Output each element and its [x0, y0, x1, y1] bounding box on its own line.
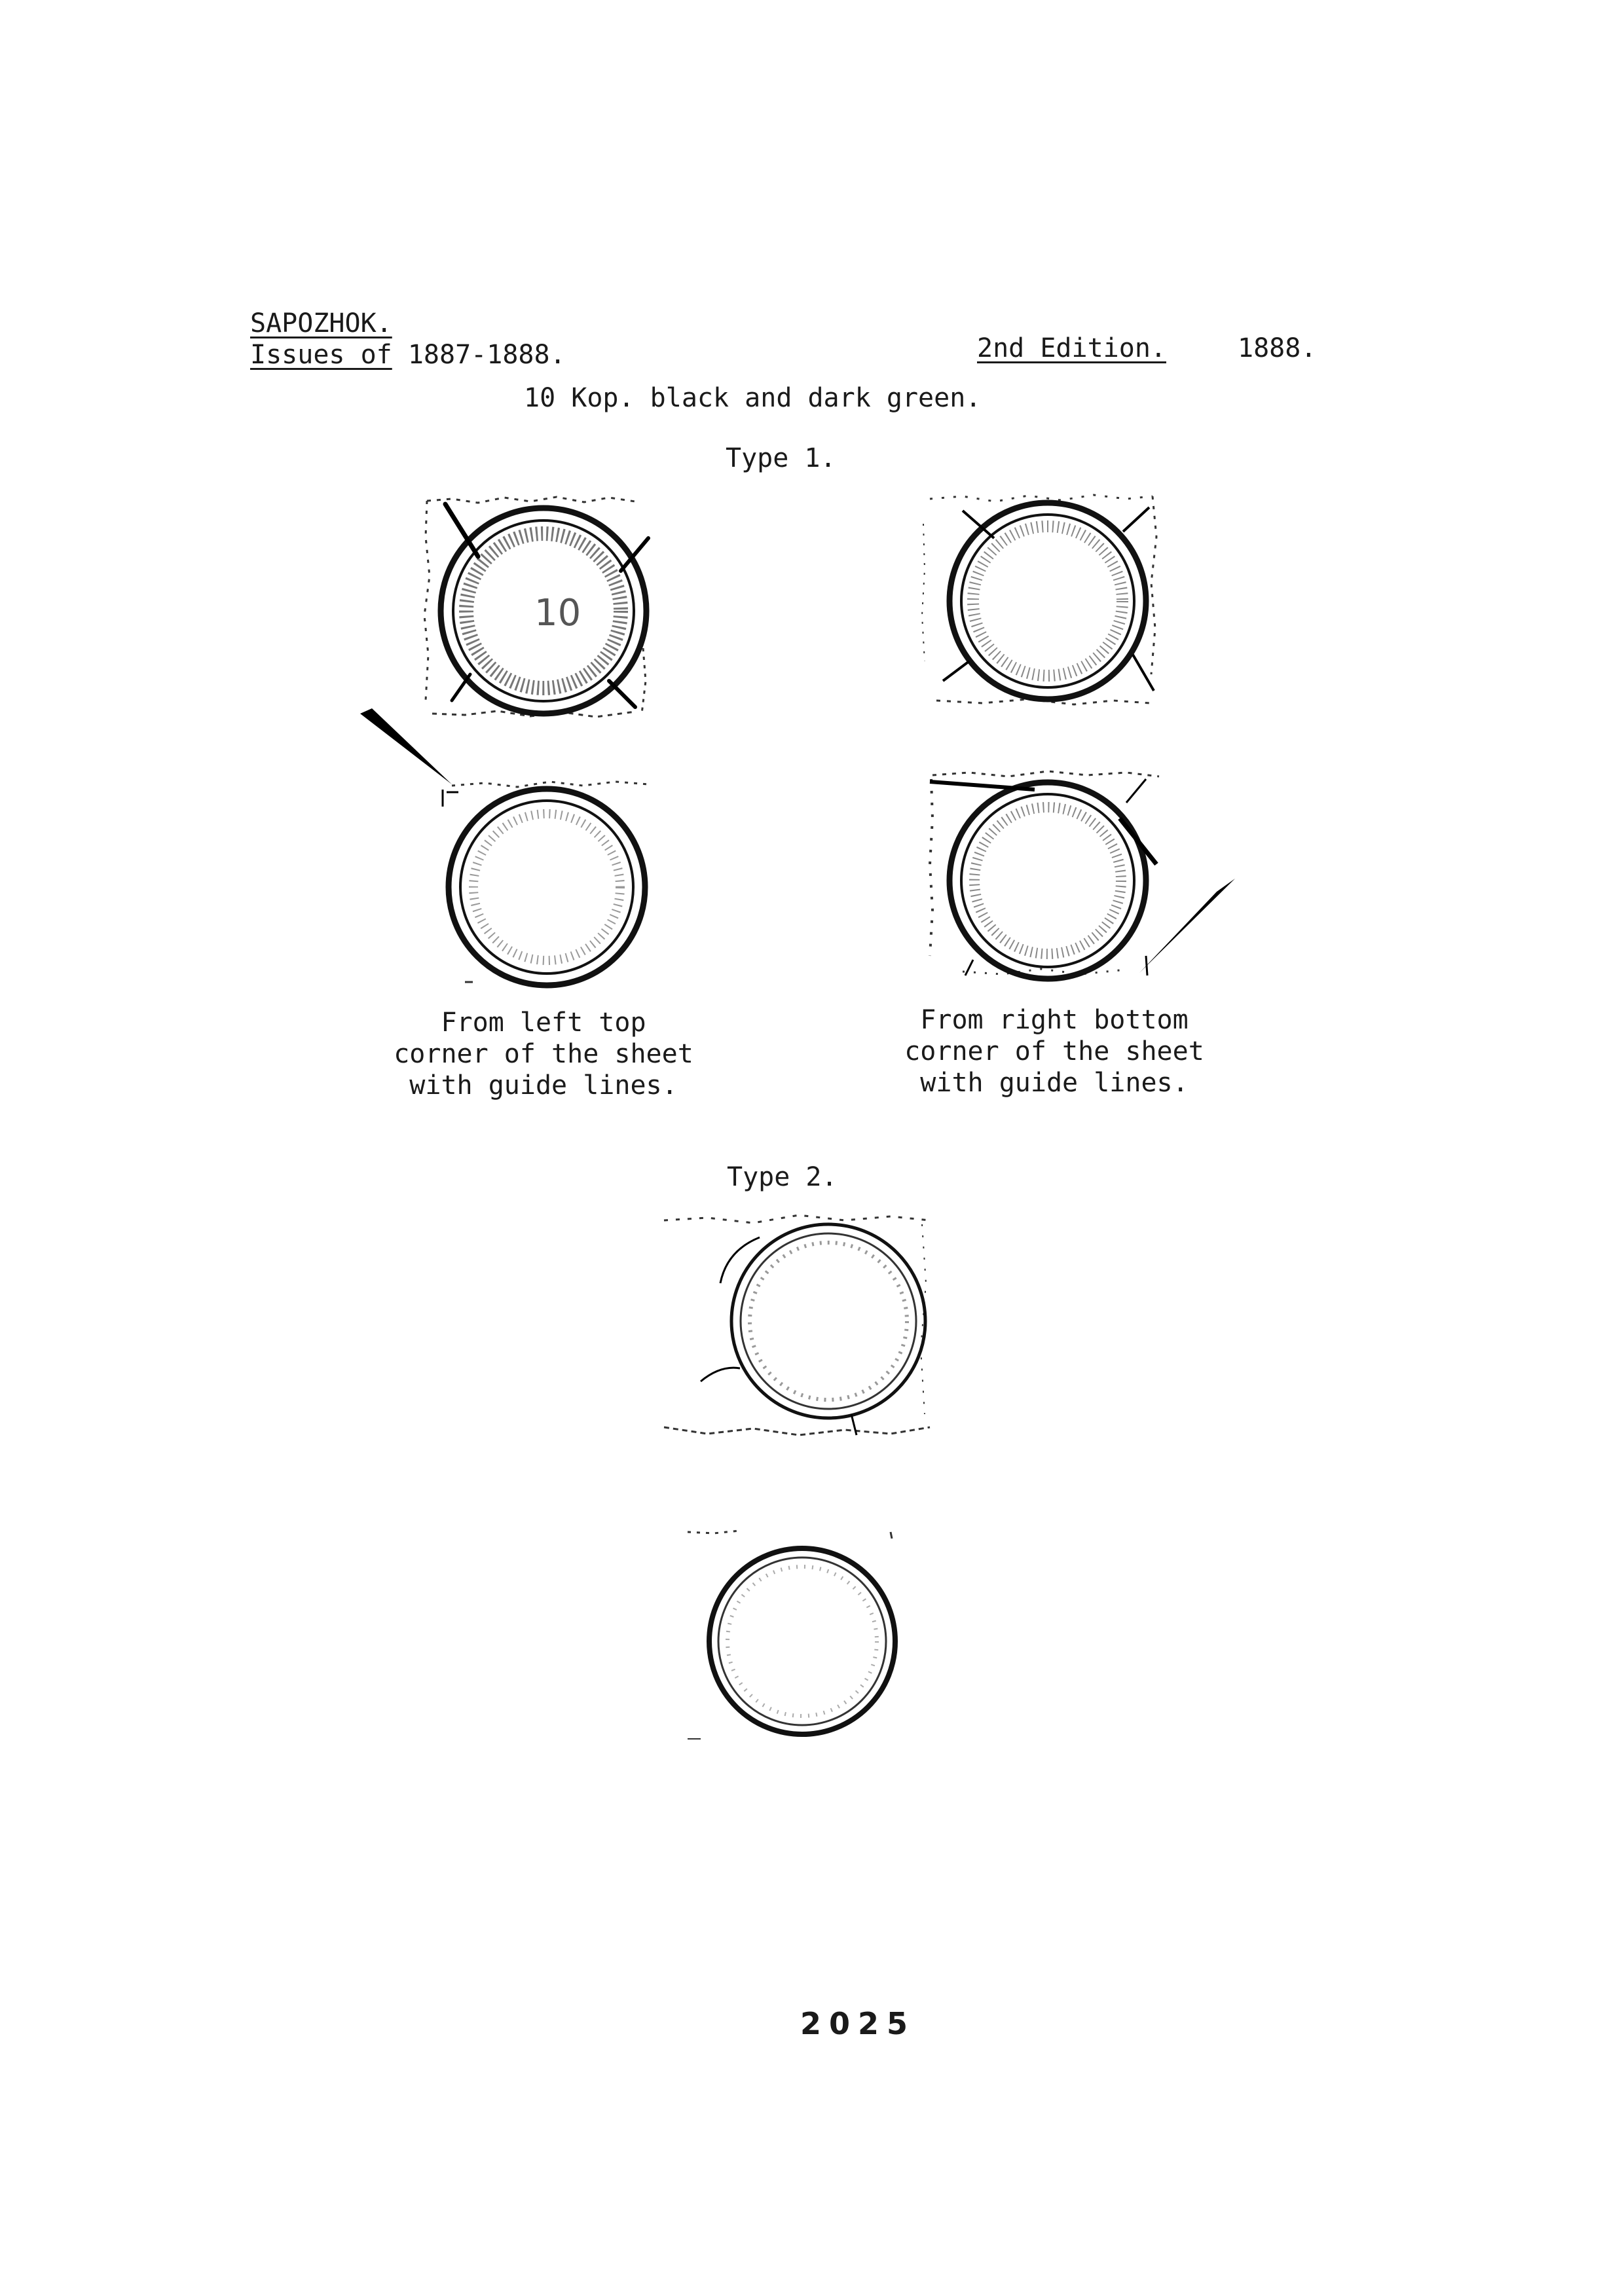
stamp-type2-top: [655, 1205, 943, 1447]
stamp-type1-top-left: [413, 484, 661, 727]
issues-years: 1887-1888.: [407, 340, 566, 370]
edition-year: 1888.: [1238, 333, 1317, 363]
pointer-arrow-right-icon: [1138, 877, 1236, 975]
stamp-title: 10 Kop. black and dark green.: [524, 383, 982, 413]
type1-left-caption: From left top corner of the sheet with guide lines.: [394, 1008, 693, 1101]
issues-label: [250, 339, 566, 371]
town-heading: SAPOZHOK.: [250, 308, 392, 338]
svg-text:10: 10: [534, 592, 581, 634]
edition-label: 2nd Edition.: [977, 333, 1166, 363]
type1-label: Type 1.: [726, 443, 836, 473]
type2-label: Type 2.: [727, 1162, 838, 1192]
stamp-type2-bottom: [674, 1525, 923, 1748]
stamp-type1-bottom-right: [923, 766, 1172, 989]
issues-word: Issues of: [250, 340, 392, 370]
page-number: 2025: [800, 2006, 916, 2041]
stamp-type1-top-right: [917, 484, 1166, 720]
type1-right-caption: From right bottom corner of the sheet with guide lines.: [904, 1005, 1204, 1098]
stamp-type1-bottom-left: [432, 766, 668, 989]
